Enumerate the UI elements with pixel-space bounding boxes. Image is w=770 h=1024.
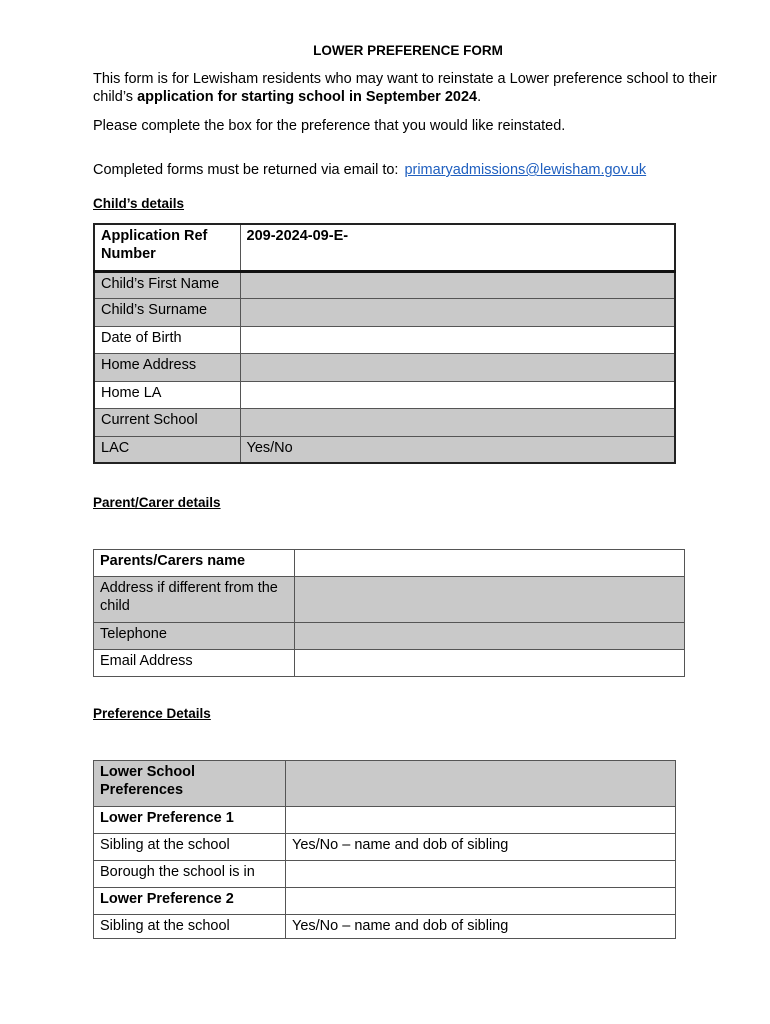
label-home-la: Home LA (94, 381, 240, 408)
label-sibling-1: Sibling at the school (94, 834, 286, 861)
parent-details-heading: Parent/Carer details (93, 495, 221, 510)
intro-text: This form is for Lewisham residents who may want to reinstate a Lower preference school to their child’s (93, 71, 717, 105)
parent-address-field[interactable] (295, 577, 685, 623)
table-row (94, 623, 685, 650)
table-row (94, 326, 675, 353)
child-details-table (93, 223, 676, 464)
telephone-field[interactable] (295, 623, 685, 650)
label-lower-preference-1: Lower Preference 1 (94, 807, 286, 834)
return-text: Completed forms must be returned via email to: (93, 162, 399, 178)
table-row (94, 224, 675, 271)
label-application-ref: Application Ref Number (94, 224, 240, 271)
lower-preference-1-field[interactable] (286, 807, 676, 834)
lac-field[interactable]: Yes/No (240, 436, 675, 463)
table-row (94, 834, 676, 861)
table-row (94, 888, 676, 915)
lower-preference-2-field[interactable] (286, 888, 676, 915)
table-row (94, 861, 676, 888)
label-parent-name: Parents/Carers name (94, 550, 295, 577)
label-first-name: Child’s First Name (94, 271, 240, 298)
borough-field[interactable] (286, 861, 676, 888)
table-row (94, 436, 675, 463)
label-telephone: Telephone (94, 623, 295, 650)
label-email-address: Email Address (94, 650, 295, 677)
preference-details-heading: Preference Details (93, 706, 211, 721)
instruction-text: Please complete the box for the preference that you would like reinstated. (93, 118, 566, 134)
intro-bold-text: application for starting school in September 2024 (137, 89, 478, 105)
table-row (94, 381, 675, 408)
application-ref-field[interactable]: 209-2024-09-E- (240, 224, 675, 271)
label-lower-preference-2: Lower Preference 2 (94, 888, 286, 915)
label-surname: Child’s Surname (94, 298, 240, 326)
home-la-field[interactable] (240, 381, 675, 408)
label-lower-school-preferences: Lower School Preferences (94, 761, 286, 807)
label-home-address: Home Address (94, 353, 240, 381)
table-row (94, 353, 675, 381)
preference-details-table (93, 760, 676, 939)
table-row (94, 650, 685, 677)
label-lac: LAC (94, 436, 240, 463)
label-sibling-2: Sibling at the school (94, 915, 286, 939)
home-address-field[interactable] (240, 353, 675, 381)
table-row (94, 761, 676, 807)
table-row (94, 271, 675, 298)
table-row (94, 807, 676, 834)
parent-name-field[interactable] (295, 550, 685, 577)
current-school-field[interactable] (240, 408, 675, 436)
table-row (94, 408, 675, 436)
child-details-heading: Child’s details (93, 196, 185, 211)
intro-end: . (477, 89, 482, 105)
label-parent-address: Address if different from the child (94, 577, 295, 623)
intro-paragraph (93, 70, 733, 106)
table-row (94, 298, 675, 326)
label-borough: Borough the school is in (94, 861, 286, 888)
parent-details-table (93, 549, 685, 677)
date-of-birth-field[interactable] (240, 326, 675, 353)
lower-school-preferences-field[interactable] (286, 761, 676, 807)
label-current-school: Current School (94, 408, 240, 436)
email-address-field[interactable] (295, 650, 685, 677)
sibling-1-field[interactable]: Yes/No – name and dob of sibling (286, 834, 676, 861)
table-row (94, 550, 685, 577)
return-paragraph (93, 161, 733, 179)
sibling-2-field[interactable]: Yes/No – name and dob of sibling (286, 915, 676, 939)
table-row (94, 577, 685, 623)
first-name-field[interactable] (240, 271, 675, 298)
table-row (94, 915, 676, 939)
page-title: LOWER PREFERENCE FORM (313, 43, 503, 58)
surname-field[interactable] (240, 298, 675, 326)
email-link[interactable]: primaryadmissions@lewisham.gov.uk (404, 162, 647, 178)
label-date-of-birth: Date of Birth (94, 326, 240, 353)
